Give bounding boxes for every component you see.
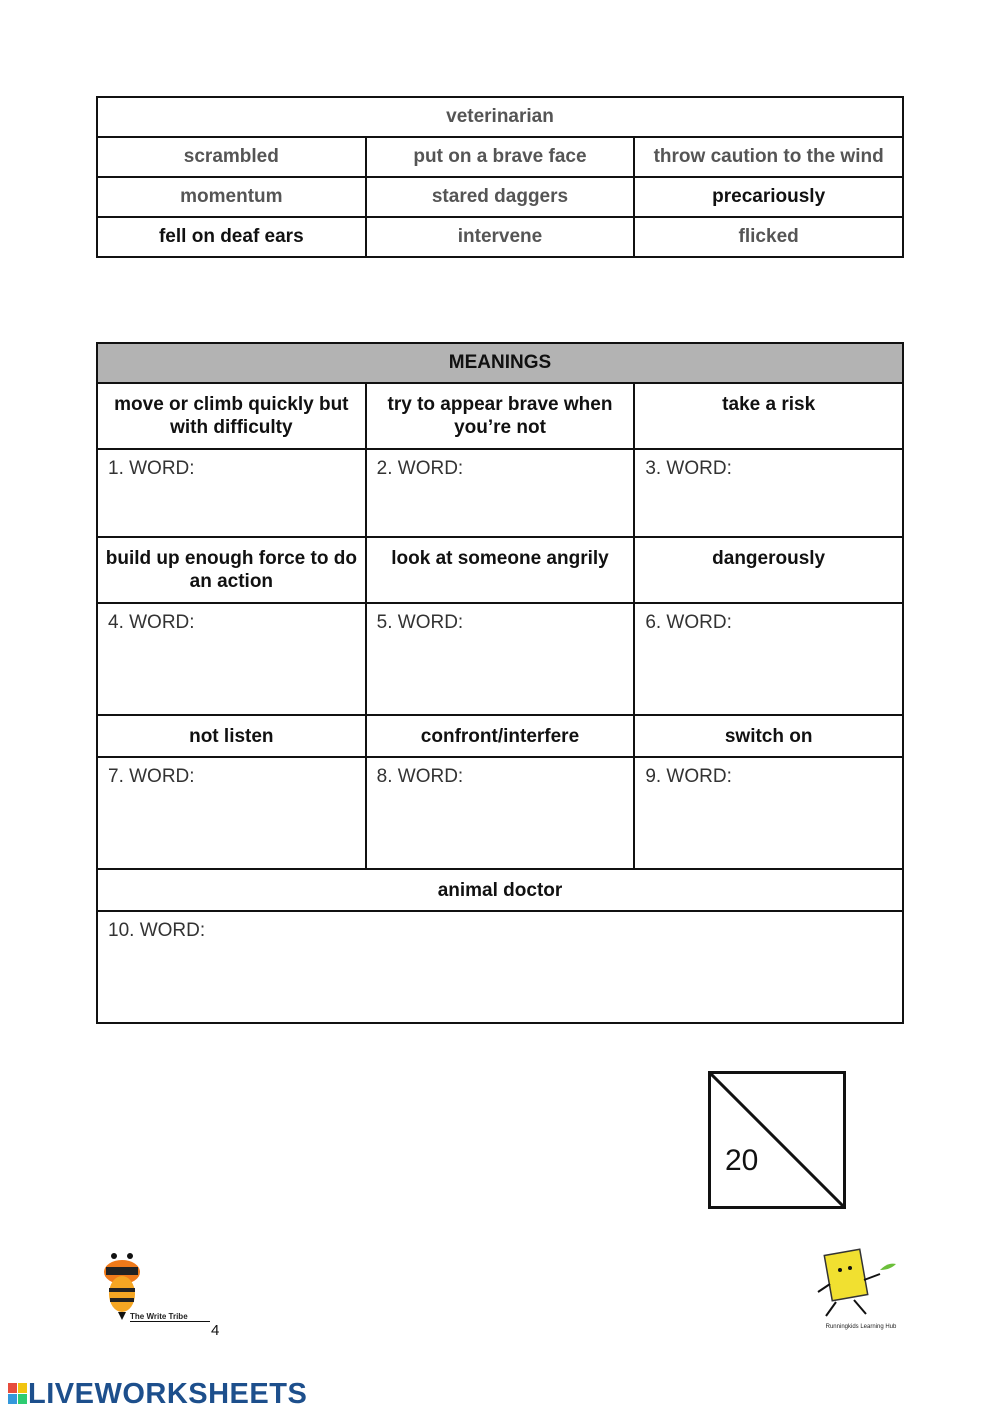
meaning-cell: confront/interfere: [366, 715, 635, 757]
liveworksheets-brand: [8, 1378, 307, 1411]
answer-cell-8[interactable]: 8. WORD:: [366, 757, 635, 869]
answer-cell-10[interactable]: 10. WORD:: [97, 911, 903, 1023]
meaning-cell: not listen: [97, 715, 366, 757]
running-book-icon: [810, 1244, 902, 1324]
score-total: 20: [725, 1144, 759, 1177]
page-number: 4: [211, 1322, 220, 1339]
colored-blocks-icon: [8, 1383, 28, 1405]
word-bank-table: [96, 96, 904, 258]
write-tribe-text: The Write Tribe: [130, 1312, 210, 1322]
word-bank-item: intervene: [366, 217, 635, 257]
word-bank-item: precariously: [634, 177, 903, 217]
meaning-cell: move or climb quickly but with difficulty: [97, 383, 366, 449]
write-tribe-logo: [98, 1250, 188, 1325]
meaning-cell: try to appear brave when you’re not: [366, 383, 635, 449]
word-bank-item: scrambled: [97, 137, 366, 177]
answer-cell-4[interactable]: 4. WORD:: [97, 603, 366, 715]
meaning-cell: look at someone angrily: [366, 537, 635, 603]
word-bank-item: fell on deaf ears: [97, 217, 366, 257]
word-bank-item: stared daggers: [366, 177, 635, 217]
meanings-header: MEANINGS: [97, 343, 903, 383]
word-bank-title: veterinarian: [97, 97, 903, 137]
meaning-cell: switch on: [634, 715, 903, 757]
brand-text: LIVEWORKSHEETS: [28, 1378, 308, 1410]
meaning-cell: build up enough force to do an action: [97, 537, 366, 603]
bee-icon: [98, 1250, 158, 1320]
answer-cell-1[interactable]: 1. WORD:: [97, 449, 366, 537]
learning-hub-text: Runningkids Learning Hub: [825, 1324, 897, 1330]
meaning-cell: take a risk: [634, 383, 903, 449]
score-divider-line: [711, 1074, 843, 1206]
answer-cell-5[interactable]: 5. WORD:: [366, 603, 635, 715]
meaning-cell: dangerously: [634, 537, 903, 603]
meanings-table: [96, 342, 904, 1024]
answer-cell-9[interactable]: 9. WORD:: [634, 757, 903, 869]
answer-cell-6[interactable]: 6. WORD:: [634, 603, 903, 715]
learning-hub-logo: [810, 1244, 902, 1329]
answer-cell-7[interactable]: 7. WORD:: [97, 757, 366, 869]
word-bank-item: put on a brave face: [366, 137, 635, 177]
word-bank-item: flicked: [634, 217, 903, 257]
answer-cell-3[interactable]: 3. WORD:: [634, 449, 903, 537]
word-bank-item: throw caution to the wind: [634, 137, 903, 177]
word-bank-item: momentum: [97, 177, 366, 217]
score-box: [708, 1071, 846, 1209]
meaning-cell: animal doctor: [97, 869, 903, 911]
answer-cell-2[interactable]: 2. WORD:: [366, 449, 635, 537]
